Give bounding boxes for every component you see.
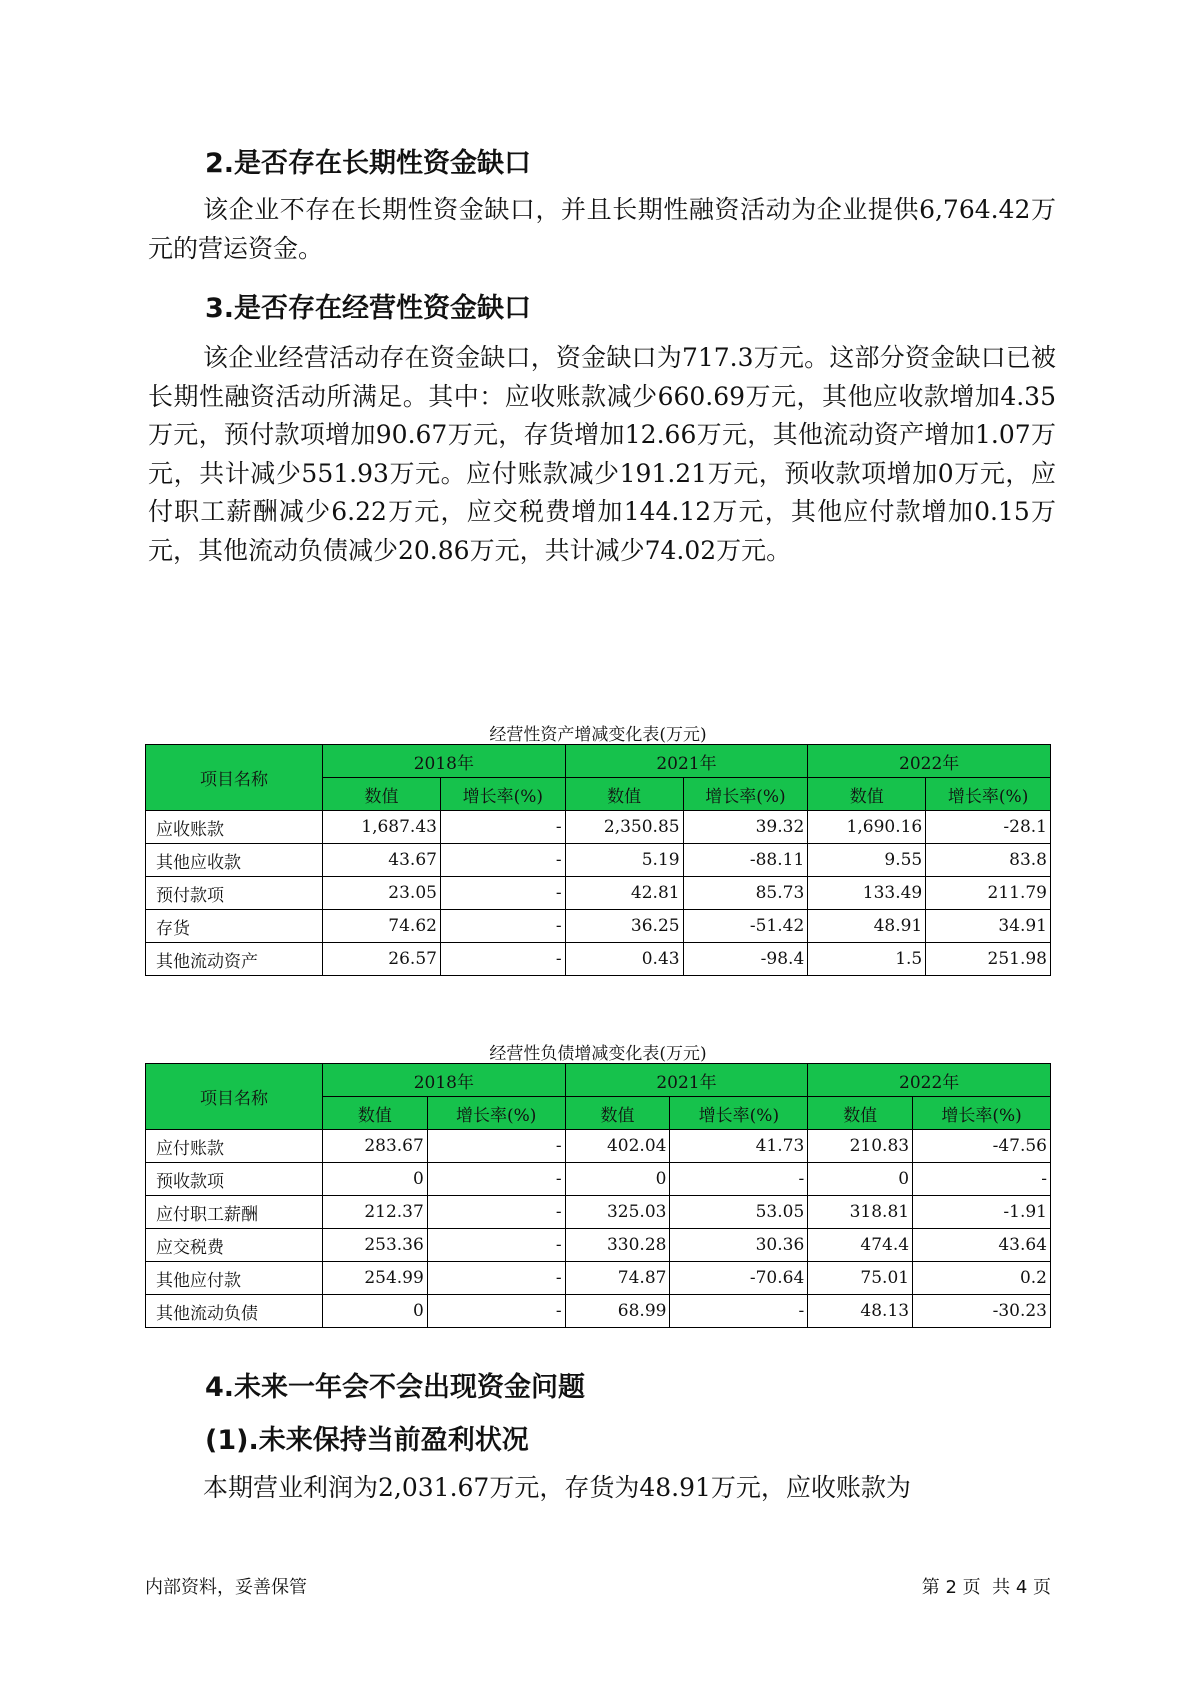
growth-rate-cell: - bbox=[440, 943, 565, 976]
value-cell: 0 bbox=[323, 1295, 428, 1328]
section-3-paragraph: 该企业经营活动存在资金缺口，资金缺口为717.3万元。这部分资金缺口已被长期性融资活动所满足。其中：应收账款减少660.69万元，其他应收款增加4.35万元，预付款项增加90.67万元，存货增加12.66万元，其他流动资产增加1.07万元，共计减少551.93万元。应付账款减少191.21万元，预收款项增加0万元，应付职工薪酬减少6.22万元，应交税费增加144.12万元，其他应付款增加0.15万元，其他流动负债减少20.86万元，共计减少74.02万元。 bbox=[148, 343, 1056, 565]
growth-rate-cell: 211.79 bbox=[926, 877, 1051, 910]
table-2-caption: 经营性负债增减变化表(万元) bbox=[489, 1044, 707, 1064]
table-1-caption: 经营性资产增减变化表(万元) bbox=[489, 725, 707, 745]
table-row bbox=[146, 811, 1051, 844]
header-year: 2018年 bbox=[323, 1064, 566, 1097]
row-item-name: 预收款项 bbox=[146, 1163, 323, 1196]
value-cell: 254.99 bbox=[323, 1262, 428, 1295]
growth-rate-cell: 41.73 bbox=[670, 1130, 808, 1163]
value-cell: 210.83 bbox=[808, 1130, 913, 1163]
growth-rate-cell: - bbox=[427, 1130, 565, 1163]
value-cell: 74.62 bbox=[323, 910, 441, 943]
growth-rate-cell: 85.73 bbox=[683, 877, 808, 910]
row-item-name: 应收账款 bbox=[146, 811, 323, 844]
value-cell: 0 bbox=[565, 1163, 670, 1196]
growth-rate-cell: - bbox=[440, 910, 565, 943]
value-cell: 133.49 bbox=[808, 877, 926, 910]
growth-rate-cell: - bbox=[427, 1295, 565, 1328]
header-item-name: 项目名称 bbox=[146, 745, 323, 811]
header-growth-rate: 增长率(%) bbox=[926, 778, 1051, 811]
value-cell: 36.25 bbox=[565, 910, 683, 943]
operating-assets-table bbox=[145, 744, 1051, 976]
value-cell: 42.81 bbox=[565, 877, 683, 910]
value-cell: 9.55 bbox=[808, 844, 926, 877]
growth-rate-cell: 39.32 bbox=[683, 811, 808, 844]
value-cell: 2,350.85 bbox=[565, 811, 683, 844]
row-item-name: 其他应付款 bbox=[146, 1262, 323, 1295]
value-cell: 253.36 bbox=[323, 1229, 428, 1262]
row-item-name: 存货 bbox=[146, 910, 323, 943]
growth-rate-cell: 0.2 bbox=[913, 1262, 1051, 1295]
value-cell: 474.4 bbox=[808, 1229, 913, 1262]
value-cell: 283.67 bbox=[323, 1130, 428, 1163]
table-row bbox=[146, 844, 1051, 877]
value-cell: 0 bbox=[808, 1163, 913, 1196]
growth-rate-cell: 251.98 bbox=[926, 943, 1051, 976]
growth-rate-cell: 43.64 bbox=[913, 1229, 1051, 1262]
table-row bbox=[146, 1295, 1051, 1328]
value-cell: 43.67 bbox=[323, 844, 441, 877]
growth-rate-cell: 53.05 bbox=[670, 1196, 808, 1229]
table-header-row bbox=[146, 1064, 1051, 1097]
growth-rate-cell: -28.1 bbox=[926, 811, 1051, 844]
header-year: 2022年 bbox=[808, 745, 1051, 778]
value-cell: 1,687.43 bbox=[323, 811, 441, 844]
growth-rate-cell: - bbox=[913, 1163, 1051, 1196]
value-cell: 0.43 bbox=[565, 943, 683, 976]
row-item-name: 其他应收款 bbox=[146, 844, 323, 877]
table-row bbox=[146, 1130, 1051, 1163]
growth-rate-cell: -88.11 bbox=[683, 844, 808, 877]
value-cell: 5.19 bbox=[565, 844, 683, 877]
table-row bbox=[146, 910, 1051, 943]
value-cell: 212.37 bbox=[323, 1196, 428, 1229]
growth-rate-cell: -98.4 bbox=[683, 943, 808, 976]
header-value: 数值 bbox=[565, 1097, 670, 1130]
header-value: 数值 bbox=[323, 1097, 428, 1130]
value-cell: 318.81 bbox=[808, 1196, 913, 1229]
footer-confidential-note: 内部资料，妥善保管 bbox=[145, 1577, 307, 1598]
header-value: 数值 bbox=[808, 778, 926, 811]
header-year: 2021年 bbox=[565, 1064, 808, 1097]
growth-rate-cell: -30.23 bbox=[913, 1295, 1051, 1328]
row-item-name: 预付款项 bbox=[146, 877, 323, 910]
value-cell: 330.28 bbox=[565, 1229, 670, 1262]
growth-rate-cell: 30.36 bbox=[670, 1229, 808, 1262]
section-4-1-paragraph: 本期营业利润为2,031.67万元，存货为48.91万元，应收账款为 bbox=[203, 1473, 911, 1502]
table-row bbox=[146, 1229, 1051, 1262]
value-cell: 1.5 bbox=[808, 943, 926, 976]
growth-rate-cell: -70.64 bbox=[670, 1262, 808, 1295]
section-2-heading: 2.是否存在长期性资金缺口 bbox=[205, 148, 532, 179]
value-cell: 1,690.16 bbox=[808, 811, 926, 844]
footer-page-number: 第 2 页 共 4 页 bbox=[921, 1577, 1051, 1598]
growth-rate-cell: 34.91 bbox=[926, 910, 1051, 943]
value-cell: 48.13 bbox=[808, 1295, 913, 1328]
value-cell: 325.03 bbox=[565, 1196, 670, 1229]
growth-rate-cell: -1.91 bbox=[913, 1196, 1051, 1229]
value-cell: 26.57 bbox=[323, 943, 441, 976]
header-growth-rate: 增长率(%) bbox=[683, 778, 808, 811]
header-item-name: 项目名称 bbox=[146, 1064, 323, 1130]
header-growth-rate: 增长率(%) bbox=[913, 1097, 1051, 1130]
row-item-name: 应交税费 bbox=[146, 1229, 323, 1262]
header-growth-rate: 增长率(%) bbox=[440, 778, 565, 811]
value-cell: 23.05 bbox=[323, 877, 441, 910]
table-row bbox=[146, 1196, 1051, 1229]
value-cell: 0 bbox=[323, 1163, 428, 1196]
value-cell: 48.91 bbox=[808, 910, 926, 943]
section-4-1-heading: (1).未来保持当前盈利状况 bbox=[205, 1425, 529, 1456]
header-year: 2018年 bbox=[323, 745, 566, 778]
growth-rate-cell: - bbox=[427, 1262, 565, 1295]
table-row bbox=[146, 877, 1051, 910]
header-growth-rate: 增长率(%) bbox=[670, 1097, 808, 1130]
growth-rate-cell: - bbox=[440, 844, 565, 877]
section-4-heading: 4.未来一年会不会出现资金问题 bbox=[205, 1372, 586, 1403]
section-2-paragraph: 该企业不存在长期性资金缺口，并且长期性融资活动为企业提供6,764.42万元的营运资金。 bbox=[148, 195, 1056, 263]
table-header-row bbox=[146, 745, 1051, 778]
growth-rate-cell: - bbox=[427, 1229, 565, 1262]
growth-rate-cell: - bbox=[427, 1196, 565, 1229]
growth-rate-cell: - bbox=[670, 1295, 808, 1328]
growth-rate-cell: - bbox=[427, 1163, 565, 1196]
header-value: 数值 bbox=[808, 1097, 913, 1130]
value-cell: 402.04 bbox=[565, 1130, 670, 1163]
header-value: 数值 bbox=[323, 778, 441, 811]
header-value: 数值 bbox=[565, 778, 683, 811]
header-year: 2022年 bbox=[808, 1064, 1051, 1097]
table-row bbox=[146, 943, 1051, 976]
growth-rate-cell: - bbox=[440, 811, 565, 844]
header-growth-rate: 增长率(%) bbox=[427, 1097, 565, 1130]
growth-rate-cell: - bbox=[670, 1163, 808, 1196]
header-year: 2021年 bbox=[565, 745, 808, 778]
growth-rate-cell: - bbox=[440, 877, 565, 910]
row-item-name: 应付账款 bbox=[146, 1130, 323, 1163]
value-cell: 74.87 bbox=[565, 1262, 670, 1295]
value-cell: 68.99 bbox=[565, 1295, 670, 1328]
table-row bbox=[146, 1163, 1051, 1196]
growth-rate-cell: 83.8 bbox=[926, 844, 1051, 877]
operating-liabilities-table bbox=[145, 1063, 1051, 1328]
value-cell: 75.01 bbox=[808, 1262, 913, 1295]
table-row bbox=[146, 1262, 1051, 1295]
row-item-name: 其他流动负债 bbox=[146, 1295, 323, 1328]
growth-rate-cell: -47.56 bbox=[913, 1130, 1051, 1163]
row-item-name: 其他流动资产 bbox=[146, 943, 323, 976]
section-3-heading: 3.是否存在经营性资金缺口 bbox=[205, 293, 532, 324]
row-item-name: 应付职工薪酬 bbox=[146, 1196, 323, 1229]
growth-rate-cell: -51.42 bbox=[683, 910, 808, 943]
